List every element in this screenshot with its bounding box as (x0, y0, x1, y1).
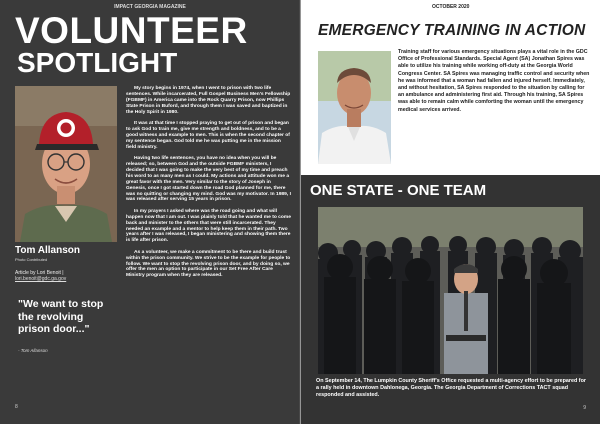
one-team-title: ONE STATE - ONE TEAM (310, 182, 487, 199)
page-spine (299, 0, 301, 424)
emergency-training-title: EMERGENCY TRAINING IN ACTION (318, 22, 586, 39)
issue-date: OCTOBER 2020 (432, 4, 470, 10)
article-paragraph: It was at that time I stopped praying to get out of prison and began to ask God to train me, give me strength and boldness, and to be a good witness and example to men. This is when the second chapter of my sentence began. God told me he was putting me in the mission field ministry. (126, 121, 290, 150)
emergency-training-body: Training staff for various emergency situations plays a vital role in the GDC Office of Professional Standards. Special Agent (SA) Jonathan Spires was able to utilize his training while working off-duty at the Georgia World Congress Center. SA Spires was managing traffic control and security when he was informed that a woman had fallen and injured herself. Immediately, and without hesitation, SA Spires responded to the situation by calling for an ambulance and administering first aid. Through his training, SA Spires was able to remain calm while comforting the woman until the emergency medical services arrived. (398, 49, 590, 113)
spotlight-subtitle: SPOTLIGHT (17, 47, 178, 78)
volunteer-photo (15, 86, 117, 242)
team-photo-caption: On September 14, The Lumpkin County Sheriff's Office requested a multi-agency effort to be prepared for a rally held in downtown Dahlonega, Georgia. The Georgia Department of Corrections TACT squad responded and assisted. (316, 378, 586, 398)
quote-attribution: - Tom Allanson (18, 348, 48, 353)
photo-credit: Photo Contributed (15, 257, 48, 262)
article-paragraph: As a volunteer, we make a commitment to be there and build trust within the prison community. We strive to be the example for people to follow. We want to stop the revolving prison door, and by doing so, we offer the men an option to participate in our Set Free After Care Ministry program when they are released. (126, 249, 291, 279)
spotlight-title: VOLUNTEER (15, 10, 248, 51)
author-email-link[interactable]: lori.benoit@gdc.ga.gov (15, 276, 67, 282)
byline (15, 270, 66, 282)
magazine-header: IMPACT GEORGIA MAGAZINE (114, 4, 186, 10)
article-paragraph: In my prayers I asked where was the road going and what will happen now that I am out. I was plainly told that he wanted me to come back and minister to the others that were still incarcerated. They needed an example and a mentor to help keep them in their path. Two years after I was released, I began ministering and showing them there is life after prison. (126, 208, 291, 244)
page-number-left: 8 (15, 404, 18, 410)
byline-author: Article by Lori Benoit | (15, 270, 64, 276)
one-team-panel (300, 175, 600, 424)
page-number-right: 9 (583, 405, 586, 411)
pull-quote: "We want to stop the revolving prison door..." (18, 298, 104, 335)
article-paragraph: Having two life sentences, you have no idea when you will be released; so, between God and the outside FGBMF ministers, I decided that I was going to make the very best of my time and preach his word to as many men as I could. My actions and attitude won me a great favor with the men. Very similar to the story of Joseph in Genesis, once I got started down the road God planned for me, there was no quitting or changing my mind. God was my motivator. In 1989, I was released after serving 15 years in prison. (126, 156, 291, 203)
tact-squad-photo (318, 207, 583, 374)
article-paragraph: My story begins in 1974, when I went to prison with two life sentences. While incarcerated, Full Gospel Business Men's Fellowship (FGBMF) in America came into the Rock Quarry Prison, now Phillips State Prison in Buford, and through them I was saved and baptized in the Holy Spirit in 1980. (126, 86, 291, 115)
right-page (300, 0, 600, 424)
article-body (126, 86, 291, 285)
agent-photo (318, 51, 391, 164)
volunteer-name: Tom Allanson (15, 245, 80, 256)
